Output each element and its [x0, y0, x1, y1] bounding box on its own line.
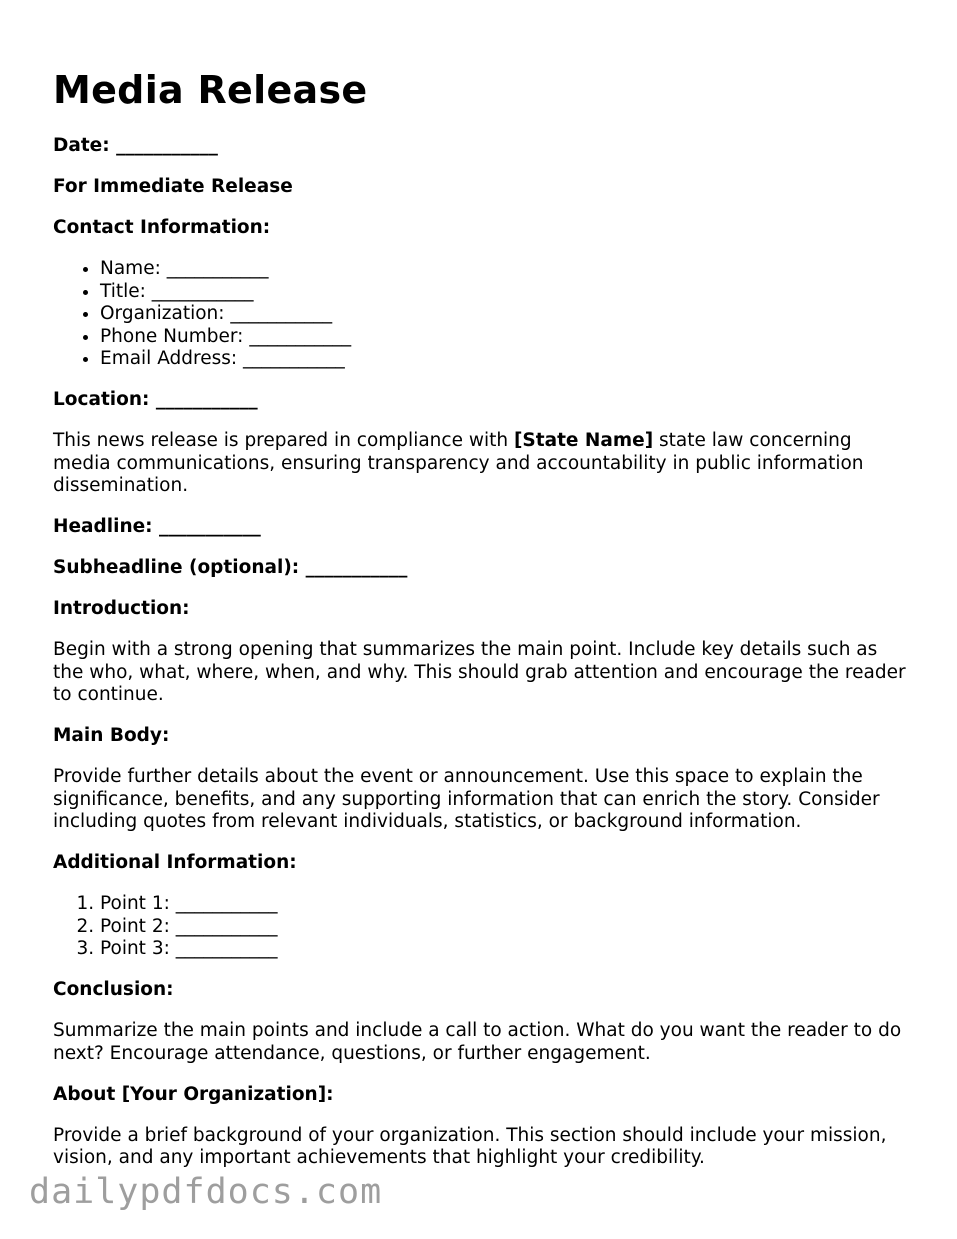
page-title: Media Release — [53, 68, 368, 112]
contact-list — [53, 258, 913, 371]
contact-item-blank: ___________ — [243, 348, 345, 369]
main-body-heading: Main Body: — [53, 725, 170, 746]
date-blank: ___________ — [116, 135, 218, 156]
state-name-placeholder: [State Name] — [513, 430, 654, 451]
subheadline-label: Subheadline (optional): — [53, 557, 300, 578]
additional-point-1 — [100, 893, 913, 916]
document-page — [53, 0, 913, 1170]
point-label: Point 3: — [100, 938, 170, 959]
contact-item-label: Phone Number: — [100, 325, 244, 347]
introduction-heading: Introduction: — [53, 598, 190, 619]
location-label: Location: — [53, 389, 150, 410]
location-line — [53, 389, 913, 412]
conclusion-heading: Conclusion: — [53, 979, 174, 1000]
contact-item-label: Organization: — [100, 303, 225, 324]
point-blank: ___________ — [175, 938, 278, 959]
contact-item-email — [100, 348, 913, 371]
contact-item-name — [100, 258, 913, 281]
compliance-text-end: state law concerning media communications, ensuring transparency and accountability in public information dissemination. — [53, 430, 864, 496]
subheadline-blank: ___________ — [305, 557, 408, 578]
compliance-paragraph — [53, 430, 913, 498]
headline-label: Headline: — [53, 516, 153, 537]
point-label: Point 1: — [100, 893, 170, 914]
additional-list — [53, 893, 913, 961]
headline-line — [53, 516, 913, 539]
contact-item-label: Title: — [100, 280, 146, 302]
subheadline-line — [53, 557, 913, 580]
contact-item-label: Name: — [100, 258, 161, 279]
point-blank: ___________ — [175, 915, 278, 937]
compliance-text-start: This news release is prepared in compliance with — [53, 430, 514, 451]
date-line — [53, 135, 913, 158]
contact-item-organization — [100, 303, 913, 326]
date-label: Date: — [53, 135, 110, 156]
additional-point-2 — [100, 916, 913, 939]
contact-heading: Contact Information: — [53, 217, 271, 238]
introduction-text: Begin with a strong opening that summarizes the main point. Include key details such as the who, what, where, when, and why. This should grab attention and encourage the reader to continue. — [53, 639, 906, 705]
release-line: For Immediate Release — [53, 176, 293, 197]
conclusion-text: Summarize the main points and include a call to action. What do you want the reader to do next? Encourage attendance, questions, or further engagement. — [53, 1020, 902, 1064]
contact-item-label: Email Address: — [100, 348, 238, 369]
additional-point-3 — [100, 938, 913, 961]
main-body-text: Provide further details about the event or announcement. Use this space to explain the significance, benefits, and any supporting information that can enrich the story. Consider including quotes from relevant individuals, statistics, or background information. — [53, 766, 880, 832]
headline-blank: ___________ — [159, 516, 261, 537]
about-heading: About [Your Organization]: — [53, 1083, 334, 1105]
point-blank: ___________ — [175, 893, 278, 914]
contact-item-phone — [100, 326, 913, 349]
about-text: Provide a brief background of your organization. This section should include your mission, vision, and any important achievements that highlight your credibility. — [53, 1124, 887, 1168]
contact-item-blank: ___________ — [166, 258, 269, 279]
contact-item-blank: ___________ — [151, 280, 254, 302]
contact-item-blank: ___________ — [249, 325, 352, 347]
point-label: Point 2: — [100, 915, 170, 937]
watermark: dailypdfdocs.com — [29, 1172, 383, 1212]
location-blank: ___________ — [155, 389, 258, 410]
contact-item-title — [100, 281, 913, 304]
contact-item-blank: ___________ — [230, 303, 333, 324]
additional-heading: Additional Information: — [53, 852, 297, 873]
